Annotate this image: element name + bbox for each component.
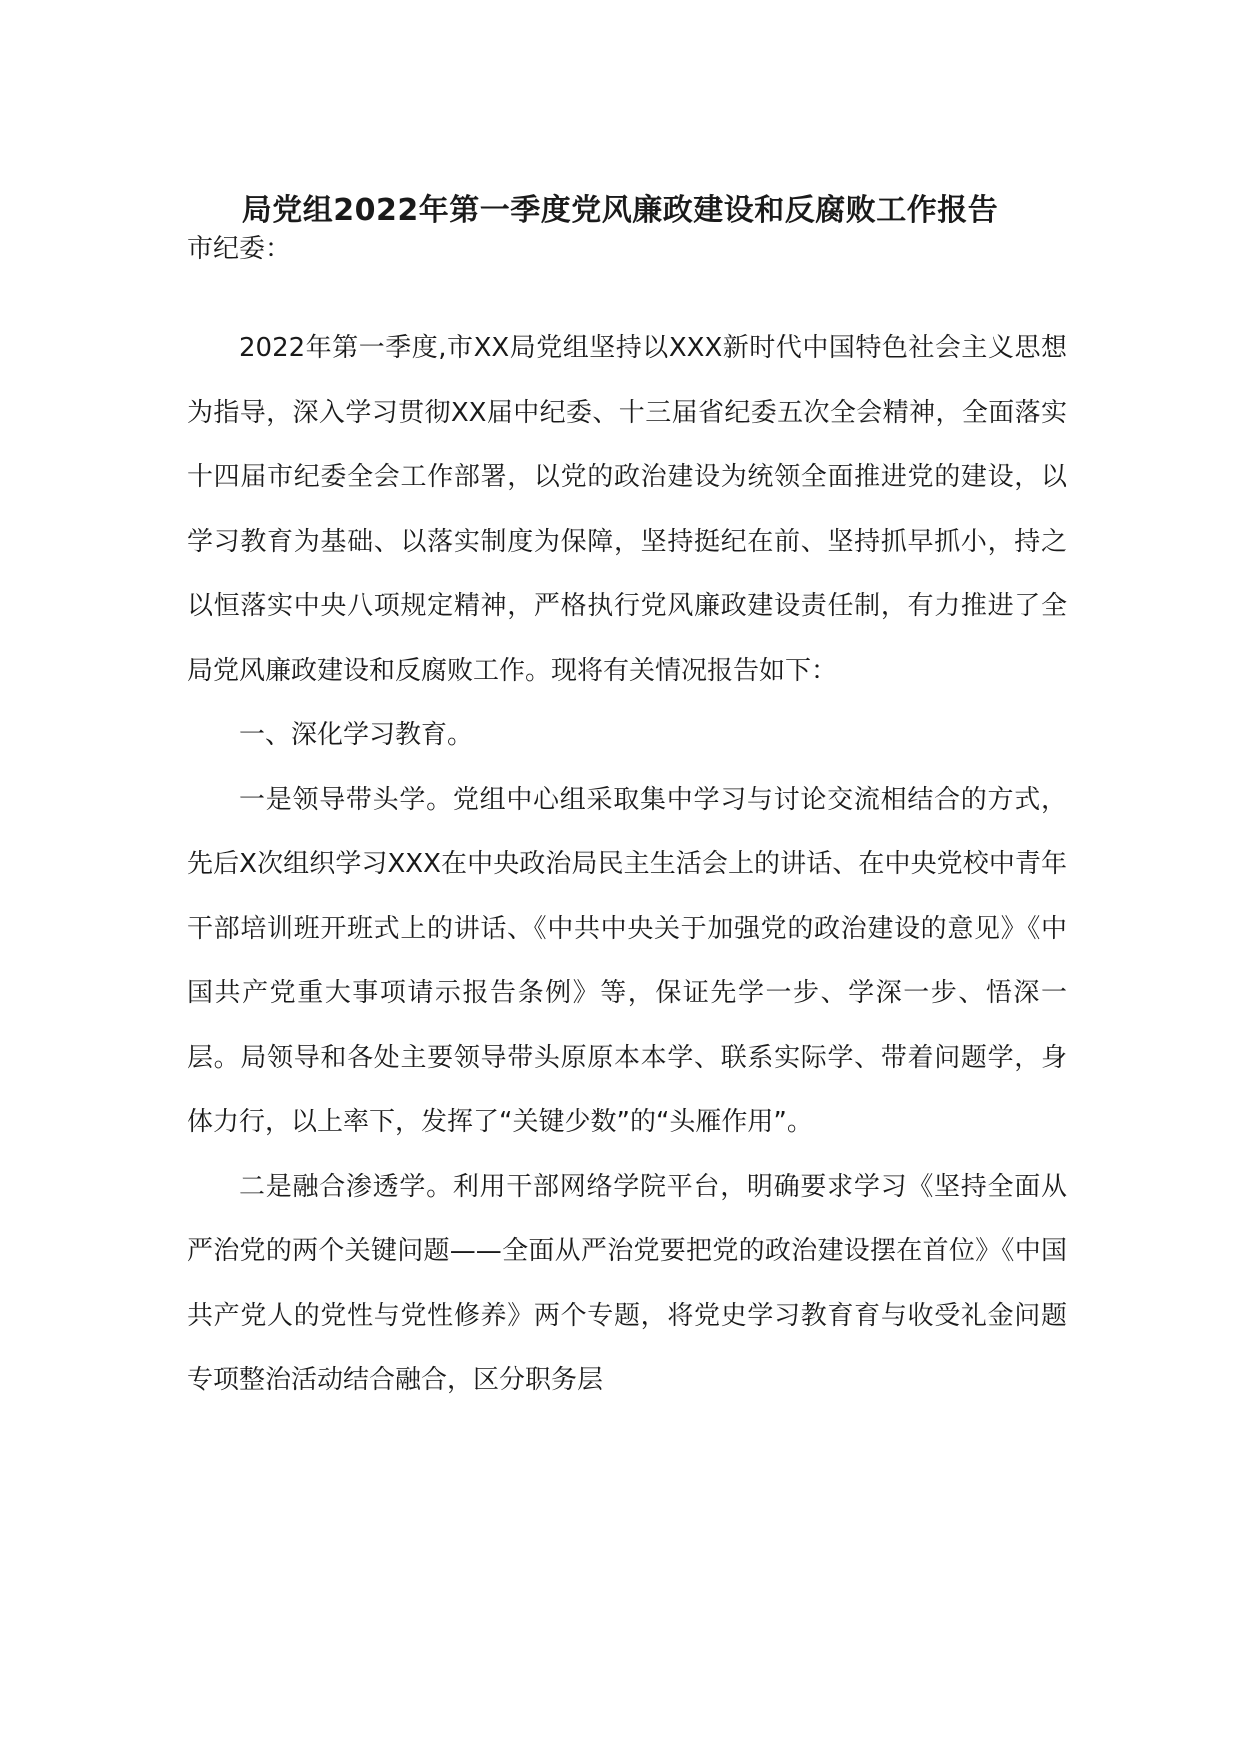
paragraph-integrated-study: 二是融合渗透学。利用干部网络学院平台，明确要求学习《坚持全面从严治党的两个关键问题——全面从严治党要把党的政治建设摆在首位》《中国共产党人的党性与党性修养》两个专题，将党史学习教育育与收受礼金问题专项整治活动结合融合，区分职务层 — [187, 1171, 1067, 1395]
salutation: 市纪委： — [187, 234, 292, 264]
paragraph-leadership-study: 一是领导带头学。党组中心组采取集中学习与讨论交流相结合的方式，先后X次组织学习XXX在中央政治局民主生活会上的讲话、在中央党校中青年干部培训班开班式上的讲话、《中共中央关于加强党的政治建设的意见》《中国共产党重大事项请示报告条例》等，保证先学一步、学深一步、悟深一层。局领导和各处主要领导带头原原本本学、联系实际学、带着问题学，身体力行，以上率下，发挥了“关键少数”的“头雁作用”。 — [187, 784, 1067, 1137]
document-body — [187, 316, 1067, 1413]
section-heading-1: 一、深化学习教育。 — [239, 720, 474, 750]
paragraph-intro: 2022年第一季度,市XX局党组坚持以XXX新时代中国特色社会主义思想为指导，深入学习贯彻XX届中纪委、十三届省纪委五次全会精神，全面落实十四届市纪委全会工作部署，以党的政治建设为统领全面推进党的建设，以学习教育为基础、以落实制度为保障，坚持挺纪在前、坚持抓早抓小，持之以恒落实中央八项规定精神，严格执行党风廉政建设责任制，有力推进了全局党风廉政建设和反腐败工作。现将有关情况报告如下： — [187, 333, 1067, 686]
document-title: 局党组2022年第一季度党风廉政建设和反腐败工作报告 — [241, 193, 999, 228]
